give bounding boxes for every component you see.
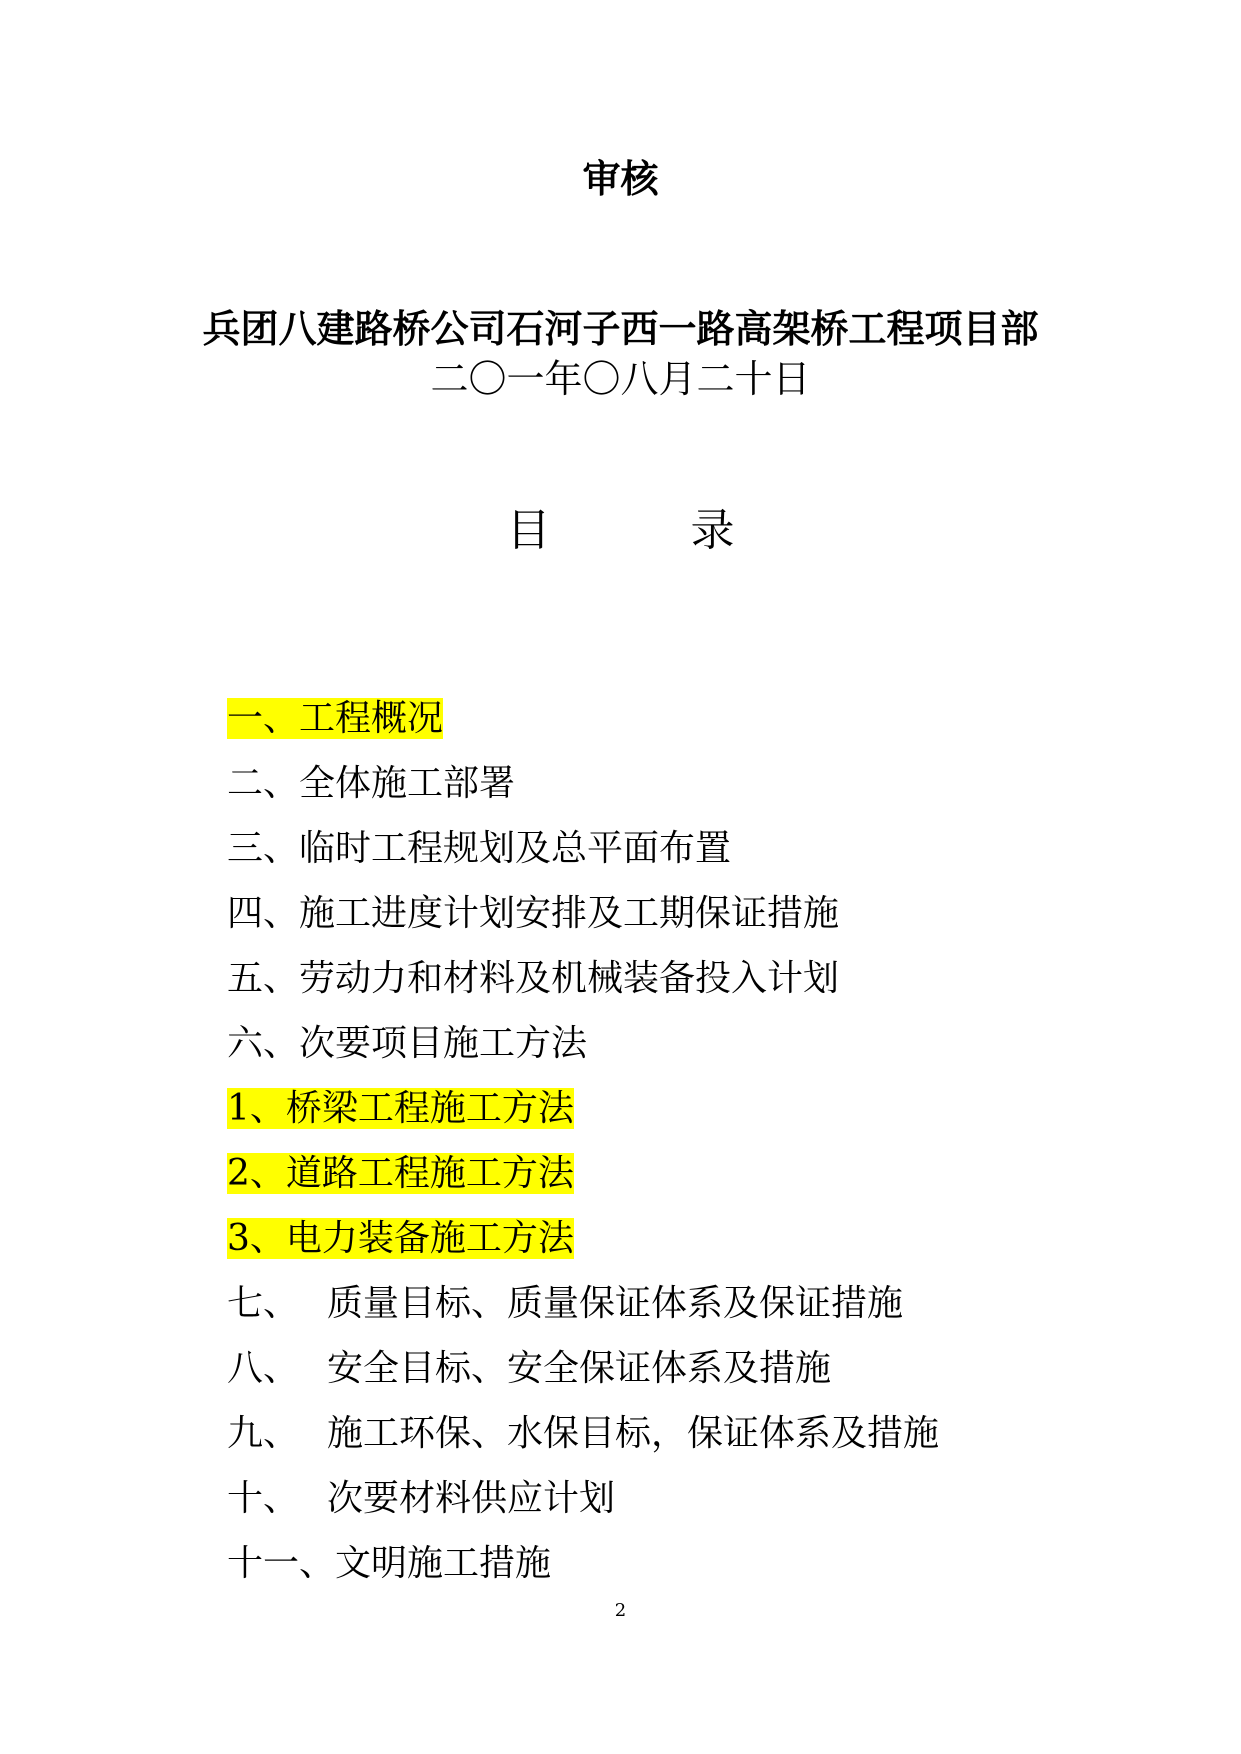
toc-item-number: 3、: [227, 1218, 286, 1259]
toc-item: [227, 1271, 939, 1336]
toc-item: [227, 881, 939, 946]
toc-item: [227, 1466, 939, 1531]
toc-item-number: 七、: [227, 1283, 300, 1324]
toc-item: [227, 751, 939, 816]
toc-item: [227, 686, 939, 751]
toc-item-text: 文明施工措施: [335, 1543, 552, 1584]
toc-item: [227, 1336, 939, 1401]
toc-heading: [0, 494, 1241, 558]
page-number: 2: [614, 1600, 627, 1621]
toc-item: [227, 816, 939, 881]
toc-item-number: 五、: [227, 958, 300, 999]
toc-heading-left: 目: [506, 505, 551, 556]
toc-item-number: 十一、: [227, 1543, 336, 1584]
toc-item-number: 九、: [227, 1413, 300, 1454]
toc-item-text: 工程概况: [299, 698, 444, 739]
toc-item-text: 道路工程施工方法: [285, 1153, 574, 1194]
toc-item-text: 质量目标、质量保证体系及保证措施: [327, 1283, 904, 1324]
toc-item-number: 2、: [227, 1153, 286, 1194]
toc-item-text: 施工进度计划安排及工期保证措施: [299, 893, 840, 934]
review-title: 审核: [582, 157, 659, 201]
toc-item-text: 电力装备施工方法: [285, 1218, 574, 1259]
toc-heading-right: 录: [690, 505, 735, 556]
toc-item-text: 施工环保、水保目标，保证体系及措施: [327, 1413, 940, 1454]
toc-item-text: 安全目标、安全保证体系及措施: [327, 1348, 832, 1389]
toc-item-number: 二、: [227, 763, 300, 804]
toc-item-number: 四、: [227, 893, 300, 934]
toc-item: [227, 1141, 939, 1206]
toc-item-number: 十、: [227, 1478, 300, 1519]
toc-item: [227, 1076, 939, 1141]
organization-name: 兵团八建路桥公司石河子西一路高架桥工程项目部: [202, 307, 1039, 351]
toc-item-number: 1、: [227, 1088, 286, 1129]
toc-item-number: 八、: [227, 1348, 300, 1389]
toc-item-text: 次要材料供应计划: [327, 1478, 616, 1519]
toc-item: [227, 1401, 939, 1466]
toc-item-number: 六、: [227, 1023, 300, 1064]
toc-item: [227, 1011, 939, 1076]
toc-item-text: 桥梁工程施工方法: [285, 1088, 574, 1129]
toc-item-number: 三、: [227, 828, 300, 869]
toc-item-text: 临时工程规划及总平面布置: [299, 828, 732, 869]
toc-item-text: 劳动力和材料及机械装备投入计划: [299, 958, 840, 999]
toc-item-text: 次要项目施工方法: [299, 1023, 588, 1064]
toc-item: [227, 1531, 939, 1596]
toc-item-text: 全体施工部署: [299, 763, 516, 804]
toc-list: [227, 686, 939, 1596]
toc-item: [227, 1206, 939, 1271]
document-date: 二〇一年〇八月二十日: [430, 357, 811, 401]
toc-item: [227, 946, 939, 1011]
toc-item-number: 一、: [227, 698, 300, 739]
